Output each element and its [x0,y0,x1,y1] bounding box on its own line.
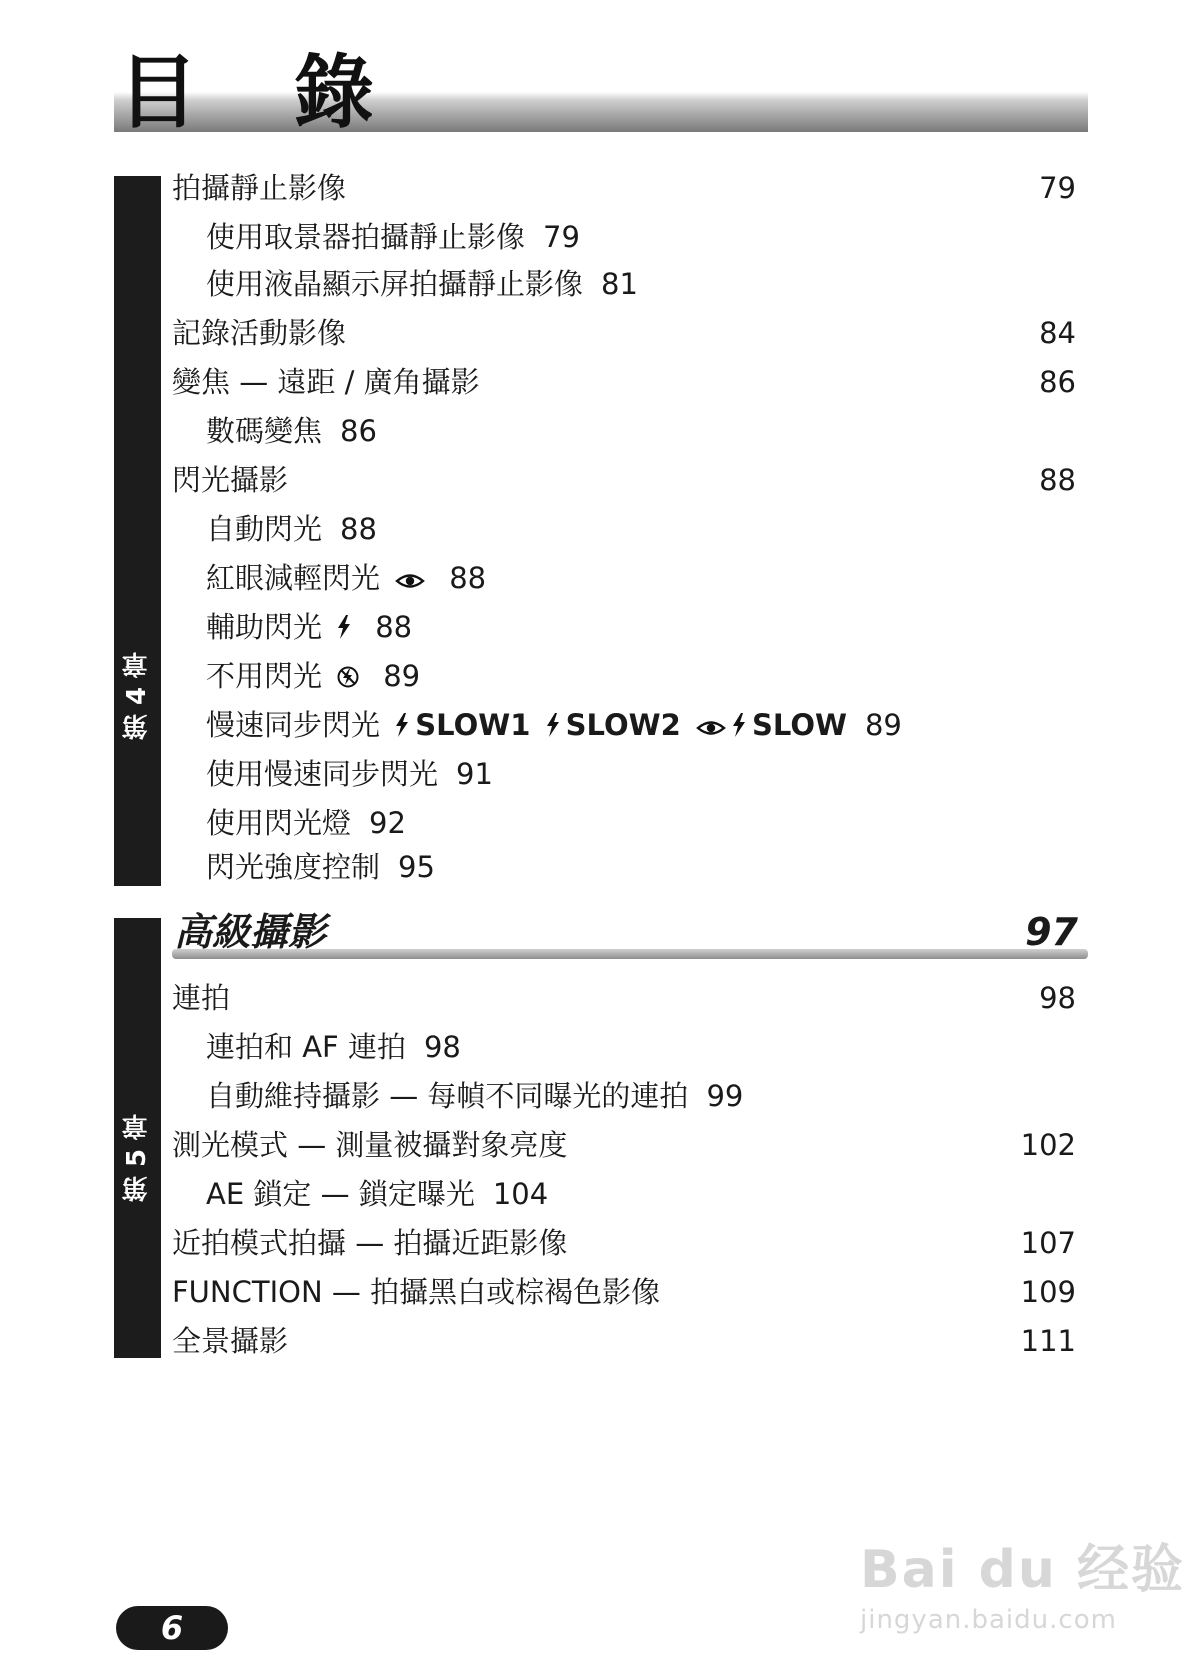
toc-subentry[interactable]: 輔助閃光 88 [206,605,412,649]
chapter-5-label: 第 5 章 [122,1113,152,1203]
toc-entry[interactable]: 變焦 — 遠距 / 廣角攝影 86 [172,360,1076,404]
chapter-5-page: 97 [1025,910,1078,954]
dot-leader [354,166,1031,210]
toc-entry[interactable]: 近拍模式拍攝 — 拍攝近距影像 107 [172,1221,1076,1265]
toc-subentry[interactable]: 使用取景器拍攝靜止影像 79 [206,220,580,254]
watermark-logo: Bai du 经验 [860,1540,1185,1600]
toc-subentry[interactable]: 慢速同步閃光 SLOW1 SLOW2 SLOW 89 [206,703,902,747]
watermark [860,1540,1185,1636]
dot-leader [296,1319,1008,1363]
chapter-4-label: 第 4 章 [122,651,152,741]
fill-flash-icon [337,607,351,651]
page-number: 6 [116,1606,228,1650]
toc-entry[interactable]: 閃光攝影 88 [172,458,1076,502]
chapter-5-tab [114,918,161,1358]
dot-leader [668,1270,1008,1314]
toc-entry[interactable]: FUNCTION — 拍攝黑白或棕褐色影像 109 [172,1270,1076,1314]
page-title: 目 錄 [118,46,408,139]
toc-subentry[interactable]: 自動維持攝影 — 每幀不同曝光的連拍 99 [206,1079,744,1113]
toc-subentry[interactable]: 自動閃光 88 [206,512,377,546]
toc-entry[interactable]: 全景攝影 111 [172,1319,1076,1363]
dot-leader [354,311,1031,355]
red-eye-icon [395,558,425,602]
dot-leader [488,360,1031,404]
toc-entry[interactable]: 測光模式 — 測量被攝對象亮度 102 [172,1123,1076,1167]
red-eye-icon [696,705,726,749]
toc-entry[interactable]: 記錄活動影像 84 [172,311,1076,355]
chapter-5-title[interactable]: 高級攝影 [174,910,327,954]
toc-subentry[interactable]: 不用閃光 89 [206,654,420,698]
flash-off-icon [337,656,359,700]
toc-entry[interactable]: 拍攝靜止影像 79 [172,166,1076,210]
fill-flash-icon [546,705,560,749]
toc-subentry[interactable]: 數碼變焦 86 [206,414,377,448]
dot-leader [238,976,1031,1020]
dot-leader [575,1221,1008,1265]
fill-flash-icon [732,705,746,749]
chapter-4-tab [114,176,161,886]
watermark-url: jingyan.baidu.com [860,1605,1117,1635]
toc-entry[interactable]: 連拍 98 [172,976,1076,1020]
toc-subentry[interactable]: 使用液晶顯示屏拍攝靜止影像 81 [206,267,638,301]
toc-subentry[interactable]: 使用閃光燈 92 [206,806,406,840]
toc-subentry[interactable]: AE 鎖定 — 鎖定曝光 104 [206,1177,549,1211]
toc-subentry[interactable]: 紅眼減輕閃光 88 [206,556,486,600]
dot-leader [575,1123,1008,1167]
dot-leader [296,458,1031,502]
toc-subentry[interactable]: 使用慢速同步閃光 91 [206,757,493,791]
toc-subentry[interactable]: 閃光強度控制 95 [206,850,435,884]
toc-subentry[interactable]: 連拍和 AF 連拍 98 [206,1030,461,1064]
fill-flash-icon [395,705,409,749]
